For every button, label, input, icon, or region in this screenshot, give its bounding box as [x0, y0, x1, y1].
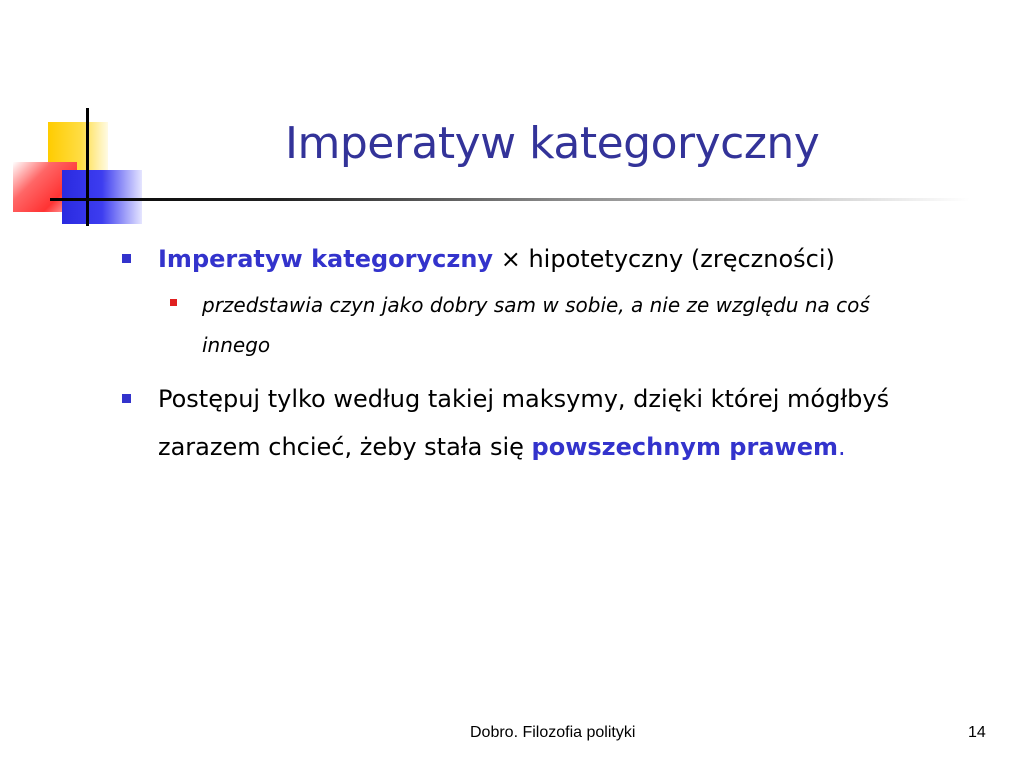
title-underline-rule [50, 198, 970, 201]
bullet-marker [122, 394, 131, 403]
sub-bullet-text: przedstawia czyn jako dobry sam w sobie, a nie ze względu na coś innego [202, 293, 870, 357]
bullet-imperative-rest: hipotetyczny (zręczności) [528, 245, 835, 273]
sub-bullet-definition [202, 285, 922, 365]
bullet-marker [122, 254, 131, 263]
bullet-maxim [120, 375, 910, 471]
blue-square-decoration [62, 170, 142, 224]
slide-title: Imperatyw kategoryczny [285, 118, 820, 169]
term-categorical-imperative: Imperatyw kategoryczny [158, 245, 494, 273]
maxim-text: Postępuj tylko według takiej maksymy, dzięki której mógłbyś zarazem chcieć, żeby stała się [158, 385, 890, 461]
bullet-imperative [120, 235, 910, 283]
vertical-rule [86, 108, 89, 226]
times-symbol: × [500, 245, 521, 273]
decorative-squares [0, 0, 150, 240]
sub-bullet-marker [170, 299, 177, 306]
footer-title: Dobro. Filozofia polityki [470, 724, 636, 741]
slide-content [120, 235, 910, 471]
page-number: 14 [968, 724, 986, 741]
maxim-end-punctuation: . [837, 433, 846, 461]
term-universal-law: powszechnym prawem [531, 433, 838, 461]
